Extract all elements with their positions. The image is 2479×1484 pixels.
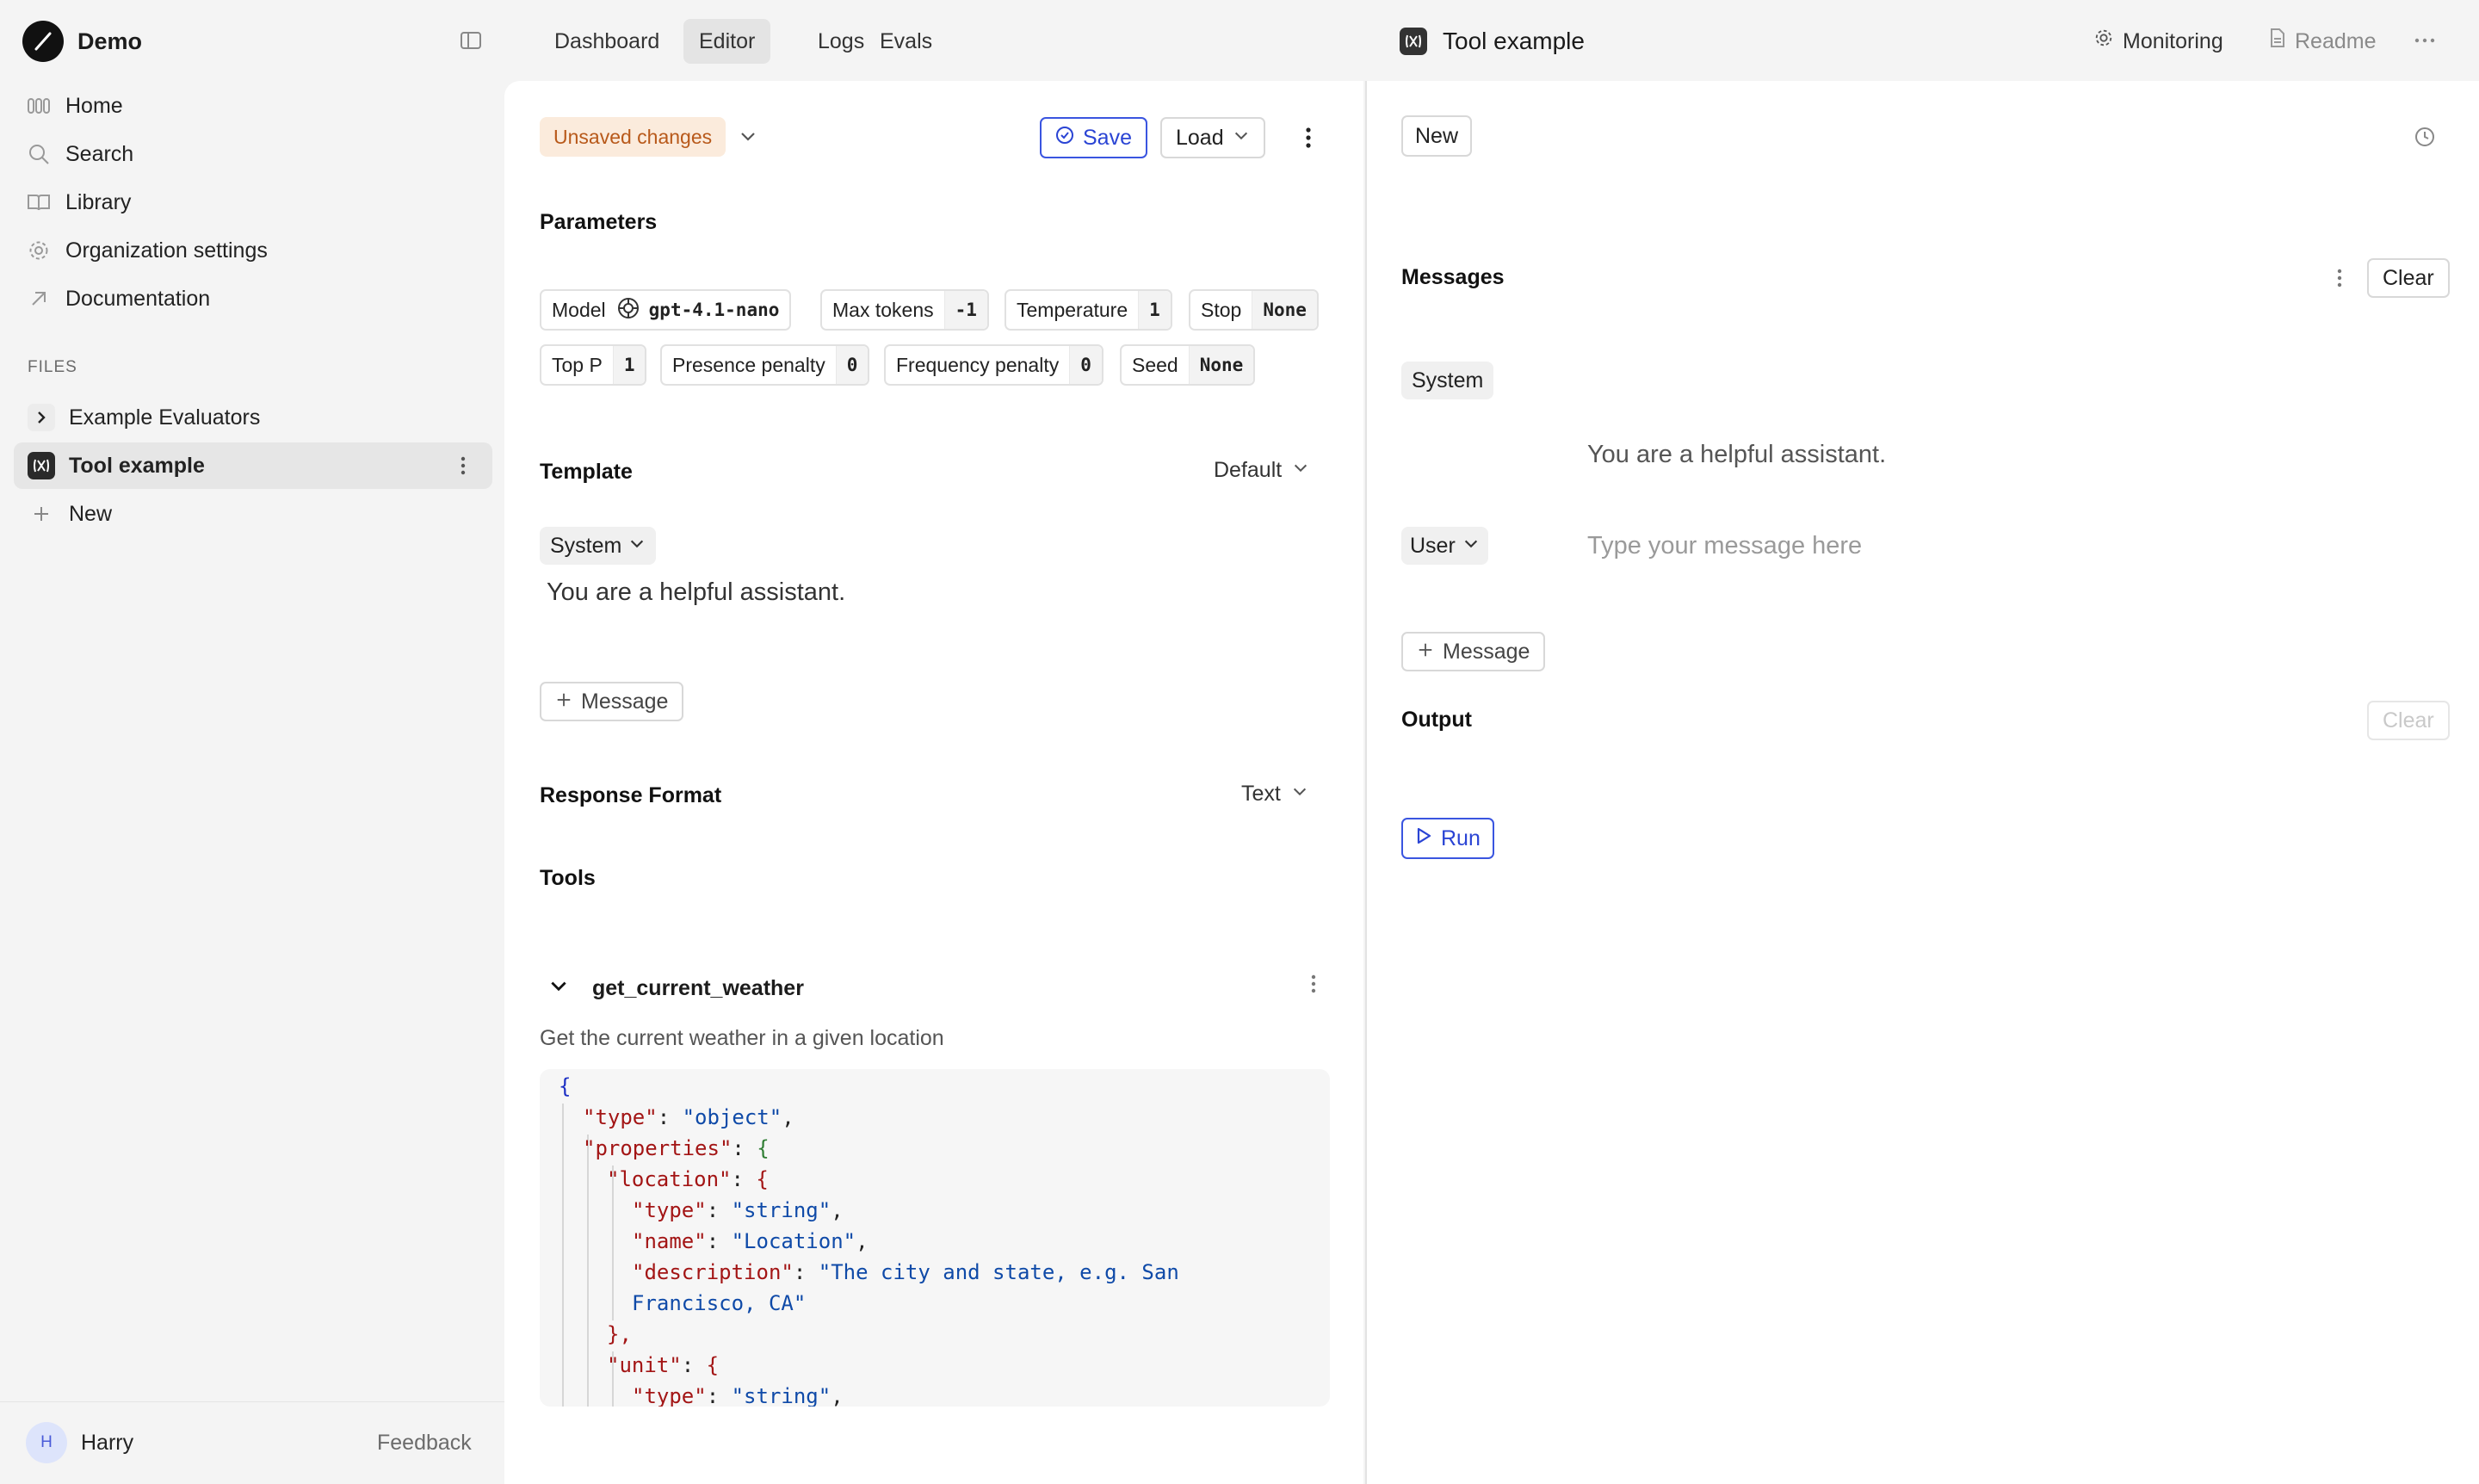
runner-panel xyxy=(1365,81,2479,1484)
prompt-file-icon xyxy=(28,452,55,479)
output-title: Output xyxy=(1401,708,1472,732)
status-badge: Unsaved changes xyxy=(540,117,726,157)
sidebar-item-label: Home xyxy=(65,93,123,118)
code-line: "properties": { xyxy=(583,1136,770,1160)
gear-icon xyxy=(26,238,52,263)
plus-icon xyxy=(28,500,55,528)
param-max-tokens[interactable] xyxy=(820,289,989,331)
new-run-label: New xyxy=(1415,123,1459,148)
page-title: Tool example xyxy=(1443,28,1585,54)
more-vertical-icon[interactable] xyxy=(1305,126,1312,154)
template-title: Template xyxy=(540,460,633,484)
chevron-down-icon xyxy=(628,534,646,559)
tools-title: Tools xyxy=(540,866,596,890)
files-section-label: FILES xyxy=(28,358,77,376)
chevron-down-icon xyxy=(1292,458,1309,483)
chevron-down-icon xyxy=(1462,534,1480,559)
sidebar-item-label: Library xyxy=(65,189,132,214)
param-frequency-penalty[interactable] xyxy=(884,344,1103,386)
monitoring-label: Monitoring xyxy=(2123,29,2223,53)
save-button[interactable] xyxy=(1040,117,1147,158)
param-presence-penalty[interactable] xyxy=(660,344,869,386)
code-line: Francisco, CA" xyxy=(632,1291,807,1315)
openai-icon xyxy=(616,296,640,325)
system-role-label xyxy=(1401,362,1493,399)
param-value: None xyxy=(1189,346,1254,384)
sidebar-item-documentation[interactable] xyxy=(14,275,492,322)
param-key: Temperature xyxy=(1017,298,1128,321)
sidebar-item-label: Documentation xyxy=(65,286,211,311)
load-button[interactable] xyxy=(1160,117,1265,158)
tool-name[interactable]: get_current_weather xyxy=(592,976,804,1000)
param-key: Model xyxy=(552,298,606,321)
messages-title: Messages xyxy=(1401,265,1505,289)
save-label: Save xyxy=(1083,125,1132,150)
code-line: "unit": { xyxy=(607,1353,720,1377)
response-format-label: Text xyxy=(1241,782,1281,806)
sidebar-item-library[interactable] xyxy=(14,179,492,226)
clear-messages-button[interactable] xyxy=(2367,258,2450,298)
tool-description: Get the current weather in a given location xyxy=(540,1026,944,1050)
more-vertical-icon[interactable] xyxy=(460,454,467,481)
code-line: "description": "The city and state, e.g. San xyxy=(632,1260,1179,1284)
role-label: System xyxy=(550,533,622,558)
role-label: System xyxy=(1412,368,1484,393)
monitoring-link[interactable] xyxy=(2093,26,2223,57)
workspace-logo[interactable] xyxy=(22,21,64,62)
code-line: "type": "object", xyxy=(583,1105,794,1129)
param-value: 1 xyxy=(1138,291,1171,329)
chevron-down-icon xyxy=(1233,126,1250,151)
template-mode-select[interactable] xyxy=(1214,458,1309,483)
clear-output-button[interactable] xyxy=(2367,701,2450,740)
more-vertical-icon[interactable] xyxy=(2336,267,2343,294)
model-name: gpt-4.1-nano xyxy=(648,300,780,320)
param-temperature[interactable] xyxy=(1005,289,1172,331)
run-label: Run xyxy=(1441,825,1481,850)
sidebar-item-label: Organization settings xyxy=(65,238,268,263)
home-icon xyxy=(26,93,52,119)
param-value: -1 xyxy=(944,291,987,329)
template-mode-label: Default xyxy=(1214,458,1283,482)
file-item-example-evaluators[interactable] xyxy=(14,394,492,441)
chevron-down-icon[interactable] xyxy=(739,127,757,151)
template-message[interactable]: You are a helpful assistant. xyxy=(547,578,846,606)
param-key: Stop xyxy=(1201,298,1242,321)
plus-icon xyxy=(555,689,572,714)
chevron-down-icon[interactable] xyxy=(548,976,569,1001)
param-seed[interactable] xyxy=(1120,344,1255,386)
file-item-label: Example Evaluators xyxy=(69,405,261,430)
tab-editor[interactable]: Editor xyxy=(683,19,770,64)
new-run-button[interactable] xyxy=(1401,115,1472,157)
file-item-label: New xyxy=(69,501,113,526)
tool-schema-editor[interactable] xyxy=(540,1069,1330,1407)
system-message[interactable]: You are a helpful assistant. xyxy=(1587,441,1887,468)
code-line: "location": { xyxy=(607,1167,769,1191)
param-value xyxy=(616,291,790,329)
user-message-input[interactable]: Type your message here xyxy=(1587,532,1863,560)
search-icon xyxy=(26,141,52,167)
param-model[interactable] xyxy=(540,289,791,331)
template-role-select[interactable] xyxy=(540,527,656,565)
sidebar-item-home[interactable] xyxy=(14,83,492,129)
readme-link[interactable] xyxy=(2269,26,2377,57)
chevron-down-icon xyxy=(1291,782,1308,807)
param-value: None xyxy=(1252,291,1317,329)
add-message-label: Message xyxy=(581,689,669,714)
file-item-tool-example[interactable] xyxy=(14,442,492,489)
tab-logs[interactable]: Logs xyxy=(818,29,865,53)
code-line: { xyxy=(559,1074,572,1098)
add-message-button[interactable] xyxy=(540,682,683,721)
file-item-label: Tool example xyxy=(69,453,205,478)
code-line: }, xyxy=(607,1322,632,1346)
add-message-button[interactable] xyxy=(1401,632,1545,671)
gear-icon xyxy=(2093,26,2114,57)
add-message-label: Message xyxy=(1443,639,1530,664)
user-name[interactable]: Harry xyxy=(81,1431,134,1455)
file-item-new[interactable] xyxy=(14,491,492,537)
sidebar-toggle-icon[interactable] xyxy=(459,28,483,53)
parameters-title: Parameters xyxy=(540,210,658,234)
book-icon xyxy=(26,189,52,215)
response-format-select[interactable] xyxy=(1241,782,1308,807)
avatar[interactable]: H xyxy=(26,1422,67,1463)
code-line: "type": "string", xyxy=(632,1198,844,1222)
user-role-select[interactable] xyxy=(1401,527,1488,565)
param-key: Max tokens xyxy=(832,298,934,321)
play-icon xyxy=(1415,826,1432,851)
param-value: 0 xyxy=(836,346,869,384)
editor-panel xyxy=(504,81,1363,1484)
param-stop[interactable] xyxy=(1189,289,1319,331)
sidebar-item-label: Search xyxy=(65,141,134,166)
prompt-file-icon xyxy=(1400,28,1427,55)
run-button[interactable] xyxy=(1401,818,1494,859)
arrow-up-right-icon xyxy=(26,286,52,312)
code-line: "type": "string", xyxy=(632,1384,844,1407)
clear-label: Clear xyxy=(2383,265,2434,290)
param-value: 0 xyxy=(1069,346,1102,384)
param-top-p[interactable] xyxy=(540,344,646,386)
sidebar-item-organization-settings[interactable] xyxy=(14,227,492,274)
readme-label: Readme xyxy=(2295,29,2377,53)
workspace-name[interactable]: Demo xyxy=(77,28,143,54)
document-icon xyxy=(2269,26,2286,57)
more-horizontal-icon[interactable] xyxy=(2414,33,2436,53)
load-label: Load xyxy=(1176,125,1224,150)
param-key: Presence penalty xyxy=(672,353,825,376)
clear-label: Clear xyxy=(2383,708,2434,733)
feedback-link[interactable]: Feedback xyxy=(377,1431,472,1455)
chevron-right-icon[interactable] xyxy=(28,404,55,431)
tab-dashboard[interactable]: Dashboard xyxy=(554,29,660,53)
param-key: Top P xyxy=(552,353,603,376)
role-label: User xyxy=(1410,533,1456,558)
code-line: "name": "Location", xyxy=(632,1229,869,1253)
param-key: Frequency penalty xyxy=(896,353,1060,376)
response-format-title: Response Format xyxy=(540,783,722,807)
param-key: Seed xyxy=(1132,353,1178,376)
history-icon[interactable] xyxy=(2414,126,2436,152)
param-value: 1 xyxy=(613,346,646,384)
sidebar xyxy=(0,0,504,1484)
sidebar-item-search[interactable] xyxy=(14,131,492,177)
plus-icon xyxy=(1417,640,1434,665)
more-vertical-icon[interactable] xyxy=(1310,973,1317,999)
check-circle-icon xyxy=(1055,126,1074,151)
tab-evals[interactable]: Evals xyxy=(880,29,933,53)
